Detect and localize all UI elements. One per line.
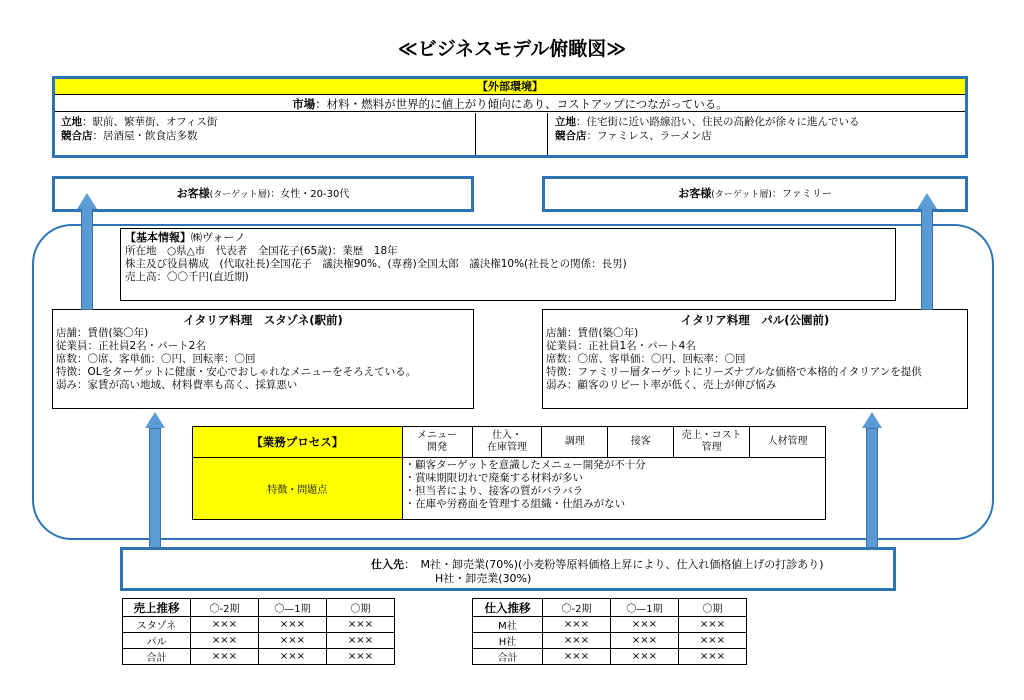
right-competitor: 競合店：ファミレス、ラーメン店 — [555, 130, 712, 142]
sales-header: 売上推移 — [123, 599, 191, 617]
purchase-table — [472, 598, 747, 665]
store-left-line: 店舗：賃借(築〇年) — [56, 327, 149, 339]
period-header: 〇—1期 — [611, 599, 679, 617]
store-right-line: 店舗：賃借(築〇年) — [546, 327, 639, 339]
process-header: 【業務プロセス】 — [193, 427, 403, 458]
table-row: 合計 ××× ××× ××× — [123, 649, 395, 665]
external-environment-box — [52, 76, 968, 158]
customer-box-left: お客様(ターゲット層)：女性・20-30代 — [52, 176, 474, 212]
supplier-box — [120, 547, 896, 591]
arrow-up-icon — [149, 428, 161, 548]
issue-item: ・担当者により、接客の質がバラバラ — [404, 485, 584, 497]
table-row: スタゾネ ××× ××× ××× — [123, 617, 395, 633]
divider — [547, 113, 548, 155]
store-left-line: 席数：〇席、客単価：〇円、回転率：〇回 — [56, 353, 256, 365]
period-header: 〇期 — [327, 599, 395, 617]
store-right-line: 席数：〇席、客単価：〇円、回転率：〇回 — [546, 353, 746, 365]
issue-list — [402, 458, 825, 520]
process-column: 接客 — [608, 427, 674, 458]
process-column: 調理 — [542, 427, 608, 458]
process-column: メニュー 開発 — [402, 427, 472, 458]
supplier-line2: H社・卸売業(30%) — [435, 572, 532, 585]
store-right-line: 弱み：顧客のリピート率が低く、売上が伸び悩み — [546, 379, 777, 391]
period-header: 〇期 — [679, 599, 747, 617]
page-title: ≪ビジネスモデル俯瞰図≫ — [397, 38, 627, 60]
market-line — [55, 96, 965, 112]
market-text: ：材料・燃料が世界的に値上がり傾向にあり、コストアップにつながっている。 — [315, 97, 728, 111]
market-label: 市場 — [292, 97, 316, 111]
process-column: 仕入・ 在庫管理 — [472, 427, 542, 458]
store-left-line: 特徴：OLをターゲットに健康・安心でおしゃれなメニューをそろえている。 — [56, 366, 417, 378]
basic-line3: 売上高：〇〇千円(直近期) — [125, 271, 249, 283]
external-header: 【外部環境】 — [55, 79, 965, 95]
customer-box-right: お客様(ターゲット層)：ファミリー — [542, 176, 968, 212]
sales-table — [122, 598, 395, 665]
supplier-line1: 仕入先： M社・卸売業(70%)(小麦粉等原料価格上昇により、仕入れ価格値上げの打診あり) — [371, 558, 824, 571]
store-right-line: 従業員：正社員1名・パート4名 — [546, 340, 696, 352]
arrow-up-icon — [917, 193, 937, 209]
arrow-up-icon — [866, 428, 878, 548]
table-row: H社 ××× ××× ××× — [473, 633, 747, 649]
table-row: パル ××× ××× ××× — [123, 633, 395, 649]
process-table — [192, 426, 826, 520]
arrow-up-icon — [77, 193, 97, 209]
basic-header-line: 【基本情報】㈱ヴォーノ — [125, 231, 246, 244]
store-right-title: イタリア料理 パル(公園前) — [680, 313, 830, 327]
arrow-up-icon — [81, 208, 93, 310]
issue-item: ・顧客ターゲットを意識したメニュー開発が不十分 — [404, 459, 646, 471]
issue-label: 特徴・問題点 — [193, 458, 403, 520]
store-box-left — [52, 309, 474, 409]
divider — [475, 113, 476, 155]
period-header: 〇-2期 — [191, 599, 259, 617]
issue-item: ・賞味期限切れで廃棄する材料が多い — [404, 472, 584, 484]
store-left-title: イタリア料理 スタゾネ(駅前) — [183, 313, 343, 327]
process-column: 売上・コスト 管理 — [674, 427, 750, 458]
table-row: M社 ××× ××× ××× — [473, 617, 747, 633]
left-competitor: 競合店：居酒屋・飲食店多数 — [61, 130, 198, 142]
store-left-line: 弱み：家賃が高い地域、材料費率も高く、採算悪い — [56, 379, 298, 391]
basic-info-box — [120, 228, 896, 301]
basic-line2: 株主及び役員構成 (代取社長)全国花子 議決権90%、(専務)全国太郎 議決権10%(社長との関係：長男) — [125, 258, 627, 270]
arrow-up-icon — [921, 208, 933, 310]
table-row: 合計 ××× ××× ××× — [473, 649, 747, 665]
arrow-up-icon — [145, 412, 165, 428]
store-right-line: 特徴：ファミリー層ターゲットにリーズナブルな価格で本格的イタリアンを提供 — [546, 366, 922, 378]
issue-item: ・在庫や労務面を管理する組織・仕組みがない — [404, 498, 626, 510]
process-column: 人材管理 — [750, 427, 826, 458]
store-left-line: 従業員：正社員2名・パート2名 — [56, 340, 206, 352]
basic-line1: 所在地 ○県△市 代表者 全国花子(65歳)：業歴 18年 — [125, 245, 398, 257]
period-header: 〇—1期 — [259, 599, 327, 617]
arrow-up-icon — [862, 412, 882, 428]
right-location: 立地：住宅街に近い路線沿い、住民の高齢化が徐々に進んでいる — [555, 116, 860, 128]
purchase-header: 仕入推移 — [473, 599, 543, 617]
store-box-right — [542, 309, 968, 409]
period-header: 〇-2期 — [543, 599, 611, 617]
left-location: 立地：駅前、繁華街、オフィス街 — [61, 116, 218, 128]
